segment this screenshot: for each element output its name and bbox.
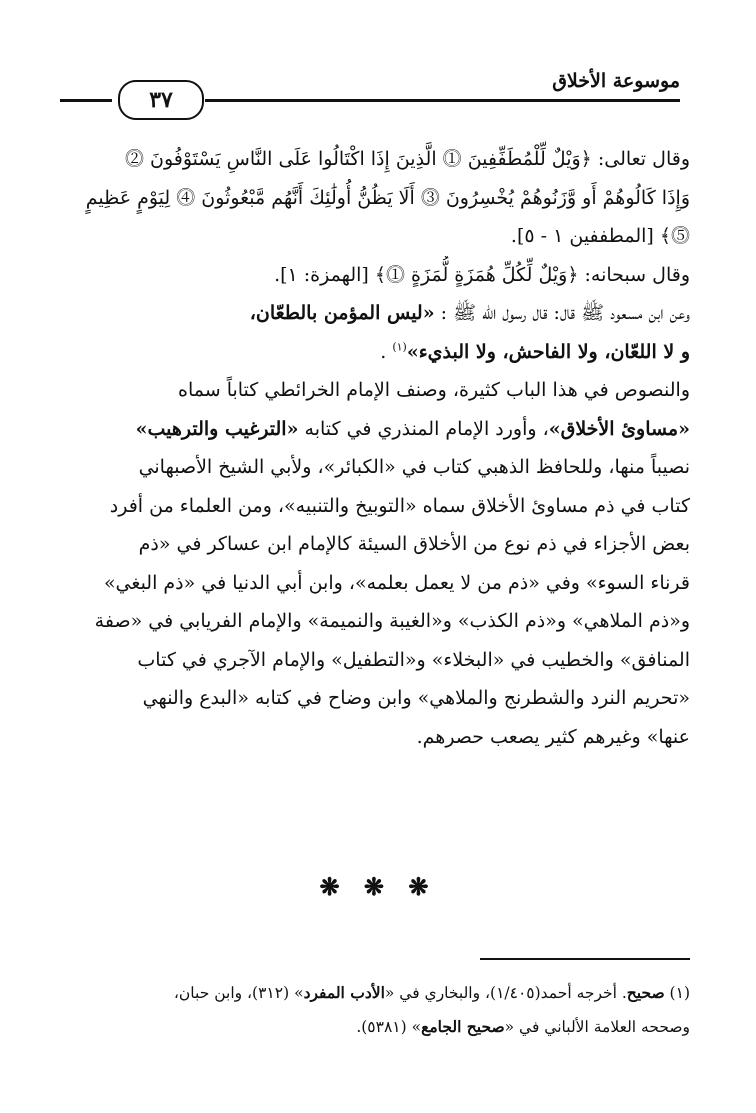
text-line: «مساوئ الأخلاق»، وأورد الإمام المنذري في كتابه «الترغيب والترهيب» <box>135 417 690 440</box>
page-number: ٣٧ <box>118 80 204 120</box>
footnote-line: (١) صحيح. أخرجه أحمد(١/٤٠٥)، والبخاري في «الأدب المفرد» (٣١٢)، وابن حبان، <box>173 983 690 1002</box>
section-separator: ❋ ❋ ❋ <box>319 872 437 901</box>
text-line: كتاب في ذم مساوئ الأخلاق سماه «التوبيخ والتنبيه»، ومن العلماء من أفرد <box>109 494 690 517</box>
footnote-ref[interactable]: (١) <box>392 340 407 354</box>
text-line: و«ذم الملاهي» و«ذم الكذب» و«الغيبة والنميمة» والإمام الفريابي في «صفة <box>94 610 690 632</box>
body-text <box>66 140 690 756</box>
text-line: وعن ابن مسعود ﷺ قال: قال رسول الله ﷺ : «ليس المؤمن بالطعّان، <box>249 302 690 324</box>
book-title: موسوعة الأخلاق <box>552 70 680 92</box>
text-line: بعض الأجزاء في ذم نوع من الأخلاق السيئة كالإمام ابن عساكر في «ذم <box>138 533 690 555</box>
footnote-line: وصححه العلامة الألباني في «صحيح الجامع» (٥٣٨١). <box>356 1017 690 1036</box>
text-line: وَإِذَا كَالُوهُمْ أَو وَّزَنُوهُمْ يُخْسِرُونَ ⓷ أَلَا يَظُنُّ أُولَٰئِكَ أَنَّهُم مَّبْعُوثُونَ ⓸ لِيَوْمٍ عَظِيمٍ <box>85 186 690 209</box>
page-header <box>60 66 680 112</box>
text-line: و لا اللعّان، ولا الفاحش، ولا البذيء»$^{(١)}$ . <box>380 340 690 363</box>
text-line: ⓹﴾ [المطففين ١ - ٥]. <box>510 225 690 247</box>
text-line: «تحريم النرد والشطرنج والملاهي» وابن وضاح في كتابه «البدع والنهي <box>142 687 690 709</box>
text-line: والنصوص في هذا الباب كثيرة، وصنف الإمام الخرائطي كتاباً سماه <box>178 379 690 401</box>
text-line: نصيباً منها، وللحافظ الذهبي كتاب في «الكبائر»، ولأبي الشيخ الأصبهاني <box>138 456 690 478</box>
footnotes <box>66 976 690 1044</box>
text-line: المنافق» والخطيب في «البخلاء» و«التطفيل» والإمام الآجري في كتاب <box>137 648 690 671</box>
text-line: وقال سبحانه: ﴿وَيْلٌ لِّكُلِّ هُمَزَةٍ لُّمَزَةٍ ⓵﴾ [الهمزة: ١]. <box>274 263 690 286</box>
text-line: وقال تعالى: ﴿وَيْلٌ لِّلْمُطَفِّفِينَ ⓵ الَّذِينَ إِذَا اكْتَالُوا عَلَى النَّاسِ يَسْتَوْفُونَ ⓶ <box>124 148 690 170</box>
footnote-divider <box>480 958 690 960</box>
header-rule-right <box>205 99 680 102</box>
text-line: عنها» وغيرهم كثير يصعب حصرهم. <box>416 725 690 748</box>
text-line: قرناء السوء» وفي «ذم من لا يعمل بعلمه»، وابن أبي الدنيا في «ذم البغي» <box>103 571 690 594</box>
header-rule-left <box>60 99 112 102</box>
